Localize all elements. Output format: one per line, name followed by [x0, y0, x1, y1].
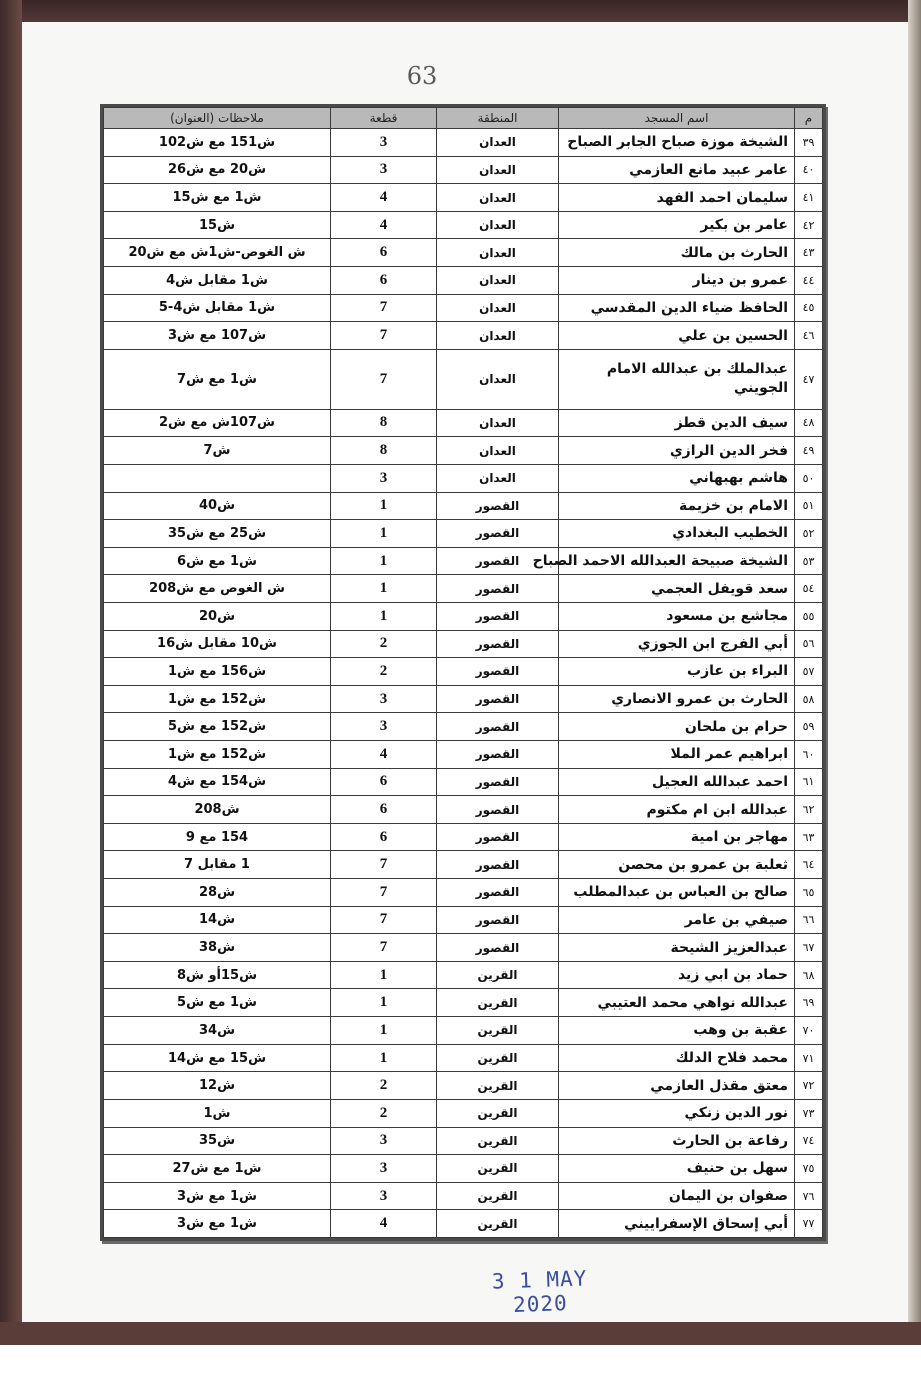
mosque-name: الحارث بن عمرو الانصاري — [559, 685, 795, 713]
header-mosque-name: اسم المسجد — [559, 108, 795, 129]
address-notes: ش38 — [104, 934, 331, 962]
address-notes: ش34 — [104, 1017, 331, 1045]
row-number: ٤٩ — [795, 437, 823, 465]
table-row — [104, 823, 823, 851]
mosque-name: عبدالله ابن ام مكتوم — [559, 796, 795, 824]
plot-number: 8 — [331, 437, 437, 465]
mosque-name: مجاشع بن مسعود — [559, 602, 795, 630]
area-name: القصور — [437, 685, 559, 713]
table-row — [104, 685, 823, 713]
table-row — [104, 658, 823, 686]
mosque-name: عامر بن بكير — [559, 211, 795, 239]
table-row — [104, 184, 823, 212]
area-name: القرين — [437, 989, 559, 1017]
row-number: ٤٣ — [795, 239, 823, 267]
header-area: المنطقة — [437, 108, 559, 129]
mosque-name: هاشم بهبهاني — [559, 464, 795, 492]
mosque-name: مهاجر بن امية — [559, 823, 795, 851]
area-name: العدان — [437, 267, 559, 295]
area-name: القرين — [437, 1044, 559, 1072]
address-notes: ش7 — [104, 437, 331, 465]
address-notes: 154 مع 9 — [104, 823, 331, 851]
mosque-name: رفاعة بن الحارث — [559, 1127, 795, 1155]
row-number: ٧١ — [795, 1044, 823, 1072]
address-notes: ش12 — [104, 1072, 331, 1100]
plot-number: 3 — [331, 1127, 437, 1155]
address-notes: ش1 مع ش5 — [104, 989, 331, 1017]
plot-number: 1 — [331, 961, 437, 989]
mosque-name: حرام بن ملحان — [559, 713, 795, 741]
row-number: ٧٦ — [795, 1182, 823, 1210]
area-name: القصور — [437, 713, 559, 741]
area-name: القصور — [437, 851, 559, 879]
row-number: ٤٢ — [795, 211, 823, 239]
row-number: ٦٢ — [795, 796, 823, 824]
address-notes: ش10 مقابل ش16 — [104, 630, 331, 658]
desk-background-bottom — [0, 1322, 921, 1345]
table-row — [104, 1099, 823, 1127]
table-row — [104, 464, 823, 492]
plot-number: 1 — [331, 547, 437, 575]
mosque-name: الحارث بن مالك — [559, 239, 795, 267]
mosque-name: البراء بن عازب — [559, 658, 795, 686]
address-notes: ش208 — [104, 796, 331, 824]
address-notes: ش151 مع ش102 — [104, 129, 331, 157]
mosque-name: عقبة بن وهب — [559, 1017, 795, 1045]
mosque-name: الشيخة موزة صباح الجابر الصباح — [559, 129, 795, 157]
row-number: ٧٧ — [795, 1210, 823, 1238]
plot-number: 1 — [331, 575, 437, 603]
plot-number: 2 — [331, 658, 437, 686]
row-number: ٤٤ — [795, 267, 823, 295]
table-row — [104, 267, 823, 295]
area-name: العدان — [437, 156, 559, 184]
desk-background-right — [908, 0, 921, 1345]
plot-number: 6 — [331, 239, 437, 267]
address-notes: ش1 — [104, 1099, 331, 1127]
area-name: العدان — [437, 211, 559, 239]
table-row — [104, 630, 823, 658]
address-notes: ش1 مع ش7 — [104, 349, 331, 409]
address-notes: ش1 مقابل ش4-5 — [104, 294, 331, 322]
plot-number: 7 — [331, 322, 437, 350]
white-margin — [0, 1345, 921, 1387]
area-name: القصور — [437, 741, 559, 769]
table-row — [104, 322, 823, 350]
table-row — [104, 492, 823, 520]
table-row — [104, 409, 823, 437]
table-row — [104, 1044, 823, 1072]
table-row — [104, 851, 823, 879]
address-notes: ش107 مع ش3 — [104, 322, 331, 350]
plot-number: 6 — [331, 796, 437, 824]
area-name: القصور — [437, 796, 559, 824]
page-number: 63 — [406, 62, 438, 90]
plot-number: 4 — [331, 1210, 437, 1238]
row-number: ٥١ — [795, 492, 823, 520]
address-notes: ش152 مع ش1 — [104, 741, 331, 769]
address-notes: ش156 مع ش1 — [104, 658, 331, 686]
plot-number: 6 — [331, 768, 437, 796]
header-notes: ملاحظات (العنوان) — [104, 108, 331, 129]
mosque-name: صيفي بن عامر — [559, 906, 795, 934]
area-name: القرين — [437, 1182, 559, 1210]
area-name: القصور — [437, 879, 559, 907]
plot-number: 3 — [331, 1155, 437, 1183]
row-number: ٤٨ — [795, 409, 823, 437]
header-plot: قطعة — [331, 108, 437, 129]
row-number: ٦٧ — [795, 934, 823, 962]
area-name: القصور — [437, 602, 559, 630]
address-notes: ش20 مع ش26 — [104, 156, 331, 184]
area-name: القرين — [437, 1127, 559, 1155]
row-number: ٤٥ — [795, 294, 823, 322]
address-notes: ش15 مع ش14 — [104, 1044, 331, 1072]
plot-number: 6 — [331, 267, 437, 295]
mosque-name: صالح بن العباس بن عبدالمطلب — [559, 879, 795, 907]
mosque-name: ثعلبة بن عمرو بن محصن — [559, 851, 795, 879]
plot-number: 2 — [331, 1072, 437, 1100]
plot-number: 7 — [331, 294, 437, 322]
row-number: ٥٣ — [795, 547, 823, 575]
area-name: العدان — [437, 437, 559, 465]
address-notes: ش20 — [104, 602, 331, 630]
mosque-name: سليمان احمد الفهد — [559, 184, 795, 212]
mosque-name: الخطيب البغدادي — [559, 520, 795, 548]
row-number: ٦٤ — [795, 851, 823, 879]
mosque-name: سيف الدين قطز — [559, 409, 795, 437]
table-row — [104, 211, 823, 239]
table-row — [104, 1155, 823, 1183]
mosque-name: سهل بن حنيف — [559, 1155, 795, 1183]
mosque-name: عمرو بن دينار — [559, 267, 795, 295]
area-name: القصور — [437, 934, 559, 962]
address-notes: ش15 — [104, 211, 331, 239]
table-row — [104, 602, 823, 630]
area-name: القصور — [437, 630, 559, 658]
area-name: القصور — [437, 575, 559, 603]
table-row — [104, 1072, 823, 1100]
mosque-name: حماد بن ابي زيد — [559, 961, 795, 989]
area-name: العدان — [437, 409, 559, 437]
mosque-table-container — [100, 104, 826, 1241]
mosque-name: عبدالملك بن عبدالله الامام الجويني — [559, 349, 795, 409]
mosque-name: الشيخة صبيحة العبدالله الاحمد الصباح — [559, 547, 795, 575]
row-number: ٥٠ — [795, 464, 823, 492]
area-name: القصور — [437, 547, 559, 575]
mosque-name: احمد عبدالله العجيل — [559, 768, 795, 796]
mosque-name: سعد قويفل العجمي — [559, 575, 795, 603]
table-row — [104, 934, 823, 962]
area-name: العدان — [437, 129, 559, 157]
area-name: العدان — [437, 184, 559, 212]
table-row — [104, 520, 823, 548]
row-number: ٤١ — [795, 184, 823, 212]
area-name: القصور — [437, 768, 559, 796]
address-notes: ش154 مع ش4 — [104, 768, 331, 796]
mosque-name: عامر عبيد مانع العازمي — [559, 156, 795, 184]
plot-number: 1 — [331, 602, 437, 630]
address-notes: ش107ش مع ش2 — [104, 409, 331, 437]
plot-number: 3 — [331, 1182, 437, 1210]
table-row — [104, 1210, 823, 1238]
row-number: ٧٤ — [795, 1127, 823, 1155]
table-row — [104, 741, 823, 769]
table-row — [104, 989, 823, 1017]
address-notes: ش14 — [104, 906, 331, 934]
mosque-name: عبدالعزيز الشيحة — [559, 934, 795, 962]
mosque-name: الحافظ ضياء الدين المقدسي — [559, 294, 795, 322]
address-notes: ش الغوص مع ش208 — [104, 575, 331, 603]
table-row — [104, 547, 823, 575]
row-number: ٦٠ — [795, 741, 823, 769]
row-number: ٣٩ — [795, 129, 823, 157]
plot-number: 2 — [331, 630, 437, 658]
address-notes: ش1 مع ش3 — [104, 1182, 331, 1210]
row-number: ٥٦ — [795, 630, 823, 658]
table-body — [104, 129, 823, 1238]
table-row — [104, 713, 823, 741]
row-number: ٥٢ — [795, 520, 823, 548]
address-notes: ش1 مع ش27 — [104, 1155, 331, 1183]
address-notes: ش15أو ش8 — [104, 961, 331, 989]
area-name: القرين — [437, 961, 559, 989]
mosque-name: ابراهيم عمر الملا — [559, 741, 795, 769]
area-name: القرين — [437, 1017, 559, 1045]
plot-number: 1 — [331, 520, 437, 548]
row-number: ٦٦ — [795, 906, 823, 934]
table-row — [104, 437, 823, 465]
area-name: القصور — [437, 520, 559, 548]
area-name: القصور — [437, 658, 559, 686]
area-name: القرين — [437, 1155, 559, 1183]
table-row — [104, 156, 823, 184]
plot-number: 3 — [331, 713, 437, 741]
plot-number: 4 — [331, 211, 437, 239]
mosque-name: فخر الدين الرازي — [559, 437, 795, 465]
date-stamp: 3 1 MAY 2020 — [491, 1266, 588, 1317]
address-notes: ش1 مقابل ش4 — [104, 267, 331, 295]
address-notes: ش152 مع ش1 — [104, 685, 331, 713]
area-name: العدان — [437, 464, 559, 492]
table-row — [104, 129, 823, 157]
address-notes — [104, 464, 331, 492]
row-number: ٦٩ — [795, 989, 823, 1017]
mosque-name: الامام بن خزيمة — [559, 492, 795, 520]
mosque-name: صفوان بن اليمان — [559, 1182, 795, 1210]
area-name: العدان — [437, 239, 559, 267]
table-row — [104, 294, 823, 322]
row-number: ٧٢ — [795, 1072, 823, 1100]
table-row — [104, 768, 823, 796]
address-notes: ش25 مع ش35 — [104, 520, 331, 548]
address-notes: ش40 — [104, 492, 331, 520]
plot-number: 8 — [331, 409, 437, 437]
row-number: ٧٣ — [795, 1099, 823, 1127]
table-row — [104, 1017, 823, 1045]
row-number: ٥٤ — [795, 575, 823, 603]
plot-number: 2 — [331, 1099, 437, 1127]
mosque-name: نور الدين زنكي — [559, 1099, 795, 1127]
area-name: العدان — [437, 322, 559, 350]
area-name: القصور — [437, 906, 559, 934]
row-number: ٧٠ — [795, 1017, 823, 1045]
address-notes: ش1 مع ش15 — [104, 184, 331, 212]
row-number: ٤٦ — [795, 322, 823, 350]
address-notes: ش35 — [104, 1127, 331, 1155]
plot-number: 3 — [331, 129, 437, 157]
mosque-name: أبي الفرج ابن الجوزي — [559, 630, 795, 658]
plot-number: 7 — [331, 349, 437, 409]
plot-number: 4 — [331, 184, 437, 212]
table-row — [104, 1182, 823, 1210]
address-notes: ش الغوص-ش1ش مع ش20 — [104, 239, 331, 267]
area-name: القرين — [437, 1210, 559, 1238]
desk-background-left — [0, 0, 22, 1345]
table-row — [104, 239, 823, 267]
plot-number: 3 — [331, 156, 437, 184]
row-number: ٦٨ — [795, 961, 823, 989]
plot-number: 1 — [331, 989, 437, 1017]
plot-number: 7 — [331, 934, 437, 962]
area-name: العدان — [437, 294, 559, 322]
plot-number: 4 — [331, 741, 437, 769]
row-number: ٥٨ — [795, 685, 823, 713]
address-notes: ش1 مع ش3 — [104, 1210, 331, 1238]
row-number: ٦٣ — [795, 823, 823, 851]
plot-number: 7 — [331, 851, 437, 879]
plot-number: 3 — [331, 685, 437, 713]
mosque-table — [103, 107, 823, 1238]
row-number: ٧٥ — [795, 1155, 823, 1183]
table-row — [104, 1127, 823, 1155]
area-name: القرين — [437, 1072, 559, 1100]
area-name: القرين — [437, 1099, 559, 1127]
mosque-name: عبدالله نواهي محمد العتيبي — [559, 989, 795, 1017]
row-number: ٥٩ — [795, 713, 823, 741]
plot-number: 7 — [331, 879, 437, 907]
plot-number: 7 — [331, 906, 437, 934]
table-row — [104, 349, 823, 409]
mosque-name: معتق مقذل العازمي — [559, 1072, 795, 1100]
plot-number: 1 — [331, 1017, 437, 1045]
table-row — [104, 575, 823, 603]
address-notes: ش1 مع ش6 — [104, 547, 331, 575]
row-number: ٤٧ — [795, 349, 823, 409]
row-number: ٥٥ — [795, 602, 823, 630]
row-number: ٥٧ — [795, 658, 823, 686]
mosque-name: محمد فلاح الدلك — [559, 1044, 795, 1072]
plot-number: 3 — [331, 464, 437, 492]
table-row — [104, 961, 823, 989]
address-notes: ش152 مع ش5 — [104, 713, 331, 741]
plot-number: 1 — [331, 1044, 437, 1072]
area-name: القصور — [437, 492, 559, 520]
mosque-name: الحسين بن علي — [559, 322, 795, 350]
table-header-row — [104, 108, 823, 129]
table-row — [104, 796, 823, 824]
address-notes: ش28 — [104, 879, 331, 907]
area-name: القصور — [437, 823, 559, 851]
area-name: العدان — [437, 349, 559, 409]
address-notes: 1 مقابل 7 — [104, 851, 331, 879]
plot-number: 6 — [331, 823, 437, 851]
plot-number: 1 — [331, 492, 437, 520]
mosque-name: أبي إسحاق الإسفراييني — [559, 1210, 795, 1238]
row-number: ٦٥ — [795, 879, 823, 907]
header-num: م — [795, 108, 823, 129]
table-row — [104, 906, 823, 934]
row-number: ٦١ — [795, 768, 823, 796]
row-number: ٤٠ — [795, 156, 823, 184]
table-row — [104, 879, 823, 907]
